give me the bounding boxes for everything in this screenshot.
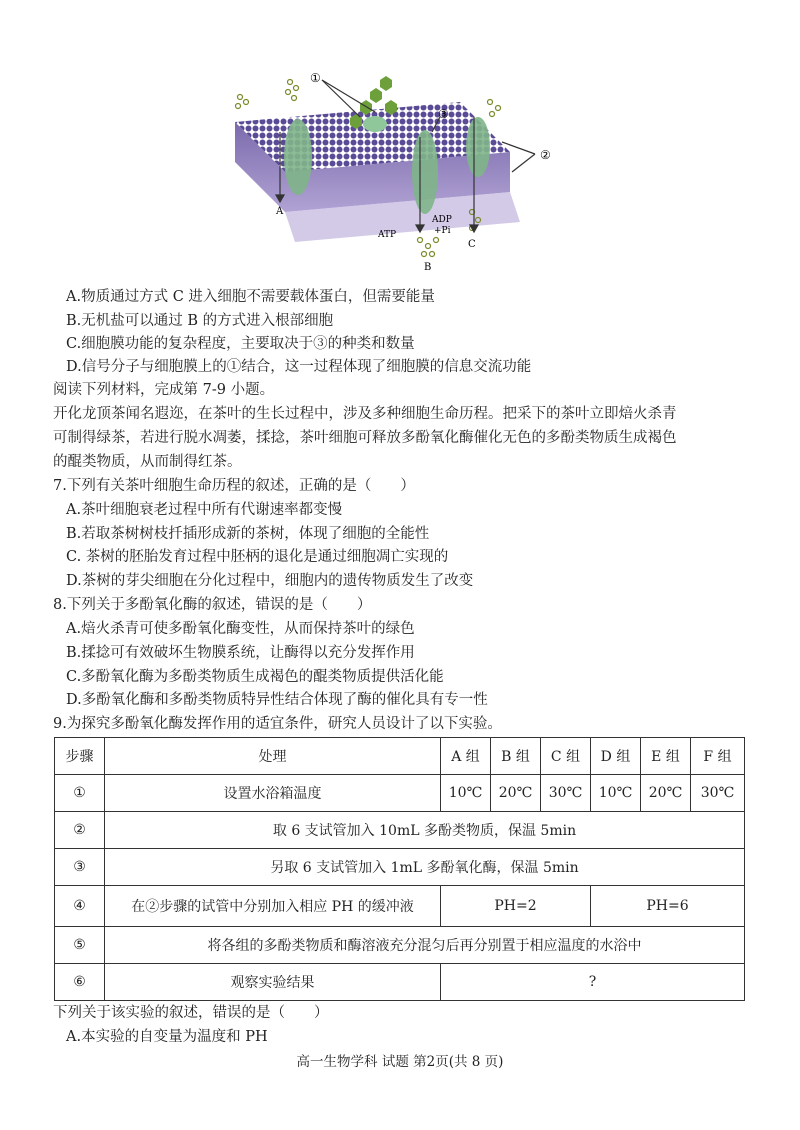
label-3: ③	[438, 107, 449, 121]
process-cell: 取 6 支试管加入 10mL 多酚类物质，保温 5min	[105, 812, 745, 849]
header-group-d: D 组	[591, 738, 641, 775]
header-group-b: B 组	[491, 738, 541, 775]
page-footer: 高一生物学科 试题 第2页(共 8 页)	[296, 1054, 504, 1070]
transmembrane-protein-a	[284, 119, 312, 195]
result-cell: ?	[441, 964, 745, 1001]
step-cell: ②	[55, 812, 105, 849]
step-cell: ①	[55, 775, 105, 812]
process-cell: 观察实验结果	[105, 964, 441, 1001]
q9-option-a: A.本实验的自变量为温度和 PH	[66, 1029, 268, 1045]
header-group-c: C 组	[541, 738, 591, 775]
process-cell: 设置水浴箱温度	[105, 775, 441, 812]
q7-option-b: B.若取茶树树枝扦插形成新的茶树，体现了细胞的全能性	[66, 526, 430, 542]
label-adp: ADP	[432, 215, 452, 225]
q9-stem: 9.为探究多酚氧化酶发挥作用的适宜条件，研究人员设计了以下实验。	[53, 716, 502, 732]
q7-option-a: A.茶叶细胞衰老过程中所有代谢速率都变慢	[66, 502, 343, 518]
q9-after-stem: 下列关于该实验的叙述，错误的是（ ）	[53, 1005, 329, 1021]
temp-cell: 30℃	[691, 775, 745, 812]
q6-option-d: D.信号分子与细胞膜上的①结合，这一过程体现了细胞膜的信息交流功能	[66, 359, 532, 375]
step-cell: ⑤	[55, 927, 105, 964]
q8-option-d: D.多酚氧化酶和多酚类物质特异性结合体现了酶的催化具有专一性	[66, 692, 488, 708]
header-step: 步骤	[55, 738, 105, 775]
table-row	[55, 886, 745, 927]
experiment-table	[54, 737, 745, 1001]
q6-option-b: B.无机盐可以通过 B 的方式进入根部细胞	[66, 313, 334, 329]
label-a: A	[276, 206, 284, 217]
q7-option-c: C. 茶树的胚胎发育过程中胚柄的退化是通过细胞凋亡实现的	[66, 549, 449, 565]
q6-option-c: C.细胞膜功能的复杂程度，主要取决于③的种类和数量	[66, 336, 415, 352]
q8-option-b: B.揉捻可有效破坏生物膜系统，让酶得以充分发挥作用	[66, 645, 415, 661]
ph-cell-1: PH=2	[441, 886, 591, 927]
table-header-row	[55, 738, 745, 775]
step-cell: ④	[55, 886, 105, 927]
label-c: C	[468, 239, 476, 250]
label-2: ②	[540, 148, 551, 162]
material-line-1: 开化龙顶茶闻名遐迩，在茶叶的生长过程中，涉及多种细胞生命历程。把采下的茶叶立即焙火杀青	[53, 406, 677, 422]
step-cell: ③	[55, 849, 105, 886]
q6-option-a: A.物质通过方式 C 进入细胞不需要载体蛋白，但需要能量	[66, 289, 435, 305]
material-line-2: 可制得绿茶，若进行脱水凋萎，揉捻，茶叶细胞可释放多酚氧化酶催化无色的多酚类物质生成褐色	[53, 430, 677, 446]
peripheral-protein	[363, 116, 387, 132]
reading-intro: 阅读下列材料，完成第 7-9 小题。	[53, 382, 275, 398]
label-pi: +Pi	[434, 226, 451, 236]
label-b: B	[424, 262, 432, 273]
q8-option-a: A.焙火杀青可使多酚氧化酶变性，从而保持茶叶的绿色	[66, 621, 415, 637]
table-row	[55, 812, 745, 849]
q8-stem: 8.下列关于多酚氧化酶的叙述，错误的是（ ）	[53, 597, 372, 613]
material-line-3: 的醌类物质，从而制得红茶。	[53, 454, 242, 470]
temp-cell: 30℃	[541, 775, 591, 812]
header-group-f: F 组	[691, 738, 745, 775]
cell-membrane-diagram	[210, 62, 610, 277]
table-row	[55, 964, 745, 1001]
channel-protein	[466, 117, 490, 177]
table-row	[55, 775, 745, 812]
transmembrane-protein-b	[412, 130, 438, 214]
label-1: ①	[310, 71, 321, 85]
temp-cell: 20℃	[641, 775, 691, 812]
table-row	[55, 927, 745, 964]
header-group-e: E 组	[641, 738, 691, 775]
ph-cell-2: PH=6	[591, 886, 745, 927]
process-cell: 另取 6 支试管加入 1mL 多酚氧化酶，保温 5min	[105, 849, 745, 886]
process-cell: 将各组的多酚类物质和酶溶液充分混匀后再分别置于相应温度的水浴中	[105, 927, 745, 964]
q8-option-c: C.多酚氧化酶为多酚类物质生成褐色的醌类物质提供活化能	[66, 669, 444, 685]
header-process: 处理	[105, 738, 441, 775]
table-row	[55, 849, 745, 886]
temp-cell: 10℃	[591, 775, 641, 812]
temp-cell: 20℃	[491, 775, 541, 812]
step-cell: ⑥	[55, 964, 105, 1001]
q7-stem: 7.下列有关茶叶细胞生命历程的叙述，正确的是（ ）	[53, 478, 415, 494]
temp-cell: 10℃	[441, 775, 491, 812]
header-group-a: A 组	[441, 738, 491, 775]
process-cell: 在②步骤的试管中分别加入相应 PH 的缓冲液	[105, 886, 441, 927]
label-atp: ATP	[378, 230, 397, 240]
q7-option-d: D.茶树的芽尖细胞在分化过程中，细胞内的遗传物质发生了改变	[66, 573, 474, 589]
